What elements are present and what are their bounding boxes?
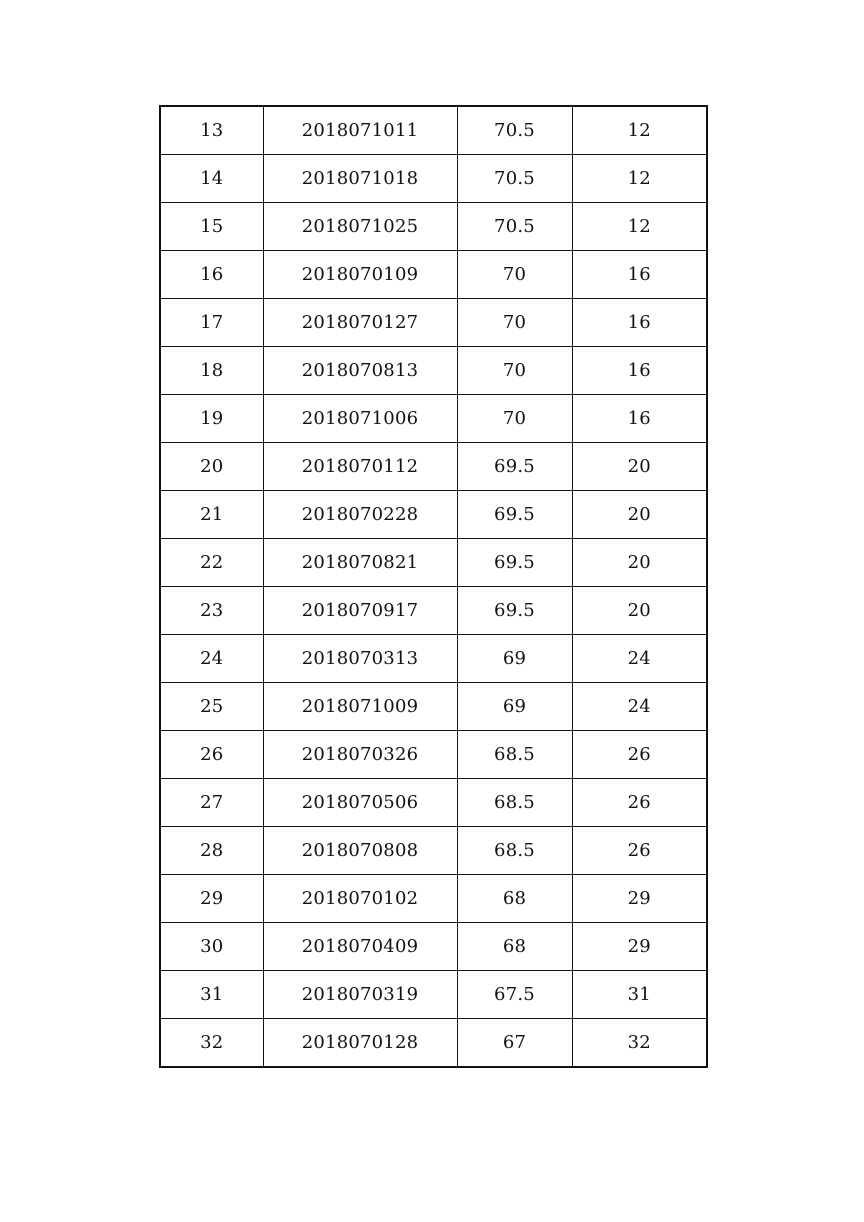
score-cell: 67.5 — [457, 971, 572, 1019]
table-row — [160, 155, 707, 203]
score-cell: 69 — [457, 683, 572, 731]
exam-id-cell: 2018071009 — [263, 683, 457, 731]
exam-id-cell: 2018070128 — [263, 1019, 457, 1068]
exam-id-cell: 2018070917 — [263, 587, 457, 635]
table-row — [160, 875, 707, 923]
seq-cell: 13 — [160, 106, 263, 155]
score-cell: 68.5 — [457, 731, 572, 779]
score-cell: 70 — [457, 299, 572, 347]
seq-cell: 27 — [160, 779, 263, 827]
seq-cell: 16 — [160, 251, 263, 299]
score-cell: 70 — [457, 395, 572, 443]
table-row — [160, 923, 707, 971]
rank-cell: 31 — [572, 971, 707, 1019]
rank-cell: 12 — [572, 155, 707, 203]
seq-cell: 21 — [160, 491, 263, 539]
seq-cell: 32 — [160, 1019, 263, 1068]
table-row — [160, 827, 707, 875]
exam-id-cell: 2018070808 — [263, 827, 457, 875]
seq-cell: 14 — [160, 155, 263, 203]
exam-id-cell: 2018070228 — [263, 491, 457, 539]
score-cell: 70.5 — [457, 106, 572, 155]
exam-id-cell: 2018071025 — [263, 203, 457, 251]
score-cell: 68.5 — [457, 827, 572, 875]
score-cell: 70.5 — [457, 155, 572, 203]
score-cell: 69.5 — [457, 587, 572, 635]
table-row — [160, 491, 707, 539]
rank-cell: 32 — [572, 1019, 707, 1068]
table-row — [160, 635, 707, 683]
score-cell: 70.5 — [457, 203, 572, 251]
rank-cell: 24 — [572, 683, 707, 731]
rank-cell: 20 — [572, 587, 707, 635]
exam-id-cell: 2018070313 — [263, 635, 457, 683]
exam-id-cell: 2018070109 — [263, 251, 457, 299]
exam-id-cell: 2018070127 — [263, 299, 457, 347]
table-row — [160, 683, 707, 731]
exam-id-cell: 2018071011 — [263, 106, 457, 155]
seq-cell: 15 — [160, 203, 263, 251]
table-row — [160, 731, 707, 779]
rank-cell: 16 — [572, 251, 707, 299]
table-row — [160, 587, 707, 635]
rank-cell: 29 — [572, 875, 707, 923]
seq-cell: 20 — [160, 443, 263, 491]
table-row — [160, 106, 707, 155]
exam-id-cell: 2018070409 — [263, 923, 457, 971]
seq-cell: 23 — [160, 587, 263, 635]
table-row — [160, 539, 707, 587]
seq-cell: 29 — [160, 875, 263, 923]
rank-cell: 26 — [572, 827, 707, 875]
exam-id-cell: 2018071006 — [263, 395, 457, 443]
table-row — [160, 971, 707, 1019]
rank-cell: 20 — [572, 443, 707, 491]
exam-id-cell: 2018070102 — [263, 875, 457, 923]
seq-cell: 17 — [160, 299, 263, 347]
exam-id-cell: 2018070112 — [263, 443, 457, 491]
table-body — [160, 106, 707, 1067]
rank-cell: 12 — [572, 203, 707, 251]
score-cell: 67 — [457, 1019, 572, 1068]
rank-cell: 12 — [572, 106, 707, 155]
score-cell: 70 — [457, 251, 572, 299]
rank-cell: 16 — [572, 395, 707, 443]
exam-id-cell: 2018070319 — [263, 971, 457, 1019]
seq-cell: 26 — [160, 731, 263, 779]
rank-cell: 20 — [572, 539, 707, 587]
seq-cell: 18 — [160, 347, 263, 395]
score-cell: 69 — [457, 635, 572, 683]
score-cell: 69.5 — [457, 443, 572, 491]
score-cell: 68 — [457, 875, 572, 923]
score-cell: 69.5 — [457, 539, 572, 587]
rank-cell: 16 — [572, 299, 707, 347]
score-cell: 68 — [457, 923, 572, 971]
rank-cell: 26 — [572, 731, 707, 779]
table-row — [160, 443, 707, 491]
table-row — [160, 251, 707, 299]
score-cell: 69.5 — [457, 491, 572, 539]
seq-cell: 28 — [160, 827, 263, 875]
rank-cell: 16 — [572, 347, 707, 395]
table-row — [160, 299, 707, 347]
seq-cell: 25 — [160, 683, 263, 731]
rank-cell: 26 — [572, 779, 707, 827]
table-row — [160, 1019, 707, 1068]
score-cell: 70 — [457, 347, 572, 395]
score-cell: 68.5 — [457, 779, 572, 827]
exam-id-cell: 2018070326 — [263, 731, 457, 779]
rank-cell: 24 — [572, 635, 707, 683]
table-row — [160, 395, 707, 443]
seq-cell: 24 — [160, 635, 263, 683]
seq-cell: 31 — [160, 971, 263, 1019]
table-row — [160, 203, 707, 251]
score-table — [159, 105, 708, 1068]
table-row — [160, 347, 707, 395]
exam-id-cell: 2018071018 — [263, 155, 457, 203]
exam-id-cell: 2018070813 — [263, 347, 457, 395]
exam-id-cell: 2018070821 — [263, 539, 457, 587]
rank-cell: 20 — [572, 491, 707, 539]
rank-cell: 29 — [572, 923, 707, 971]
table-row — [160, 779, 707, 827]
seq-cell: 19 — [160, 395, 263, 443]
seq-cell: 22 — [160, 539, 263, 587]
exam-id-cell: 2018070506 — [263, 779, 457, 827]
seq-cell: 30 — [160, 923, 263, 971]
